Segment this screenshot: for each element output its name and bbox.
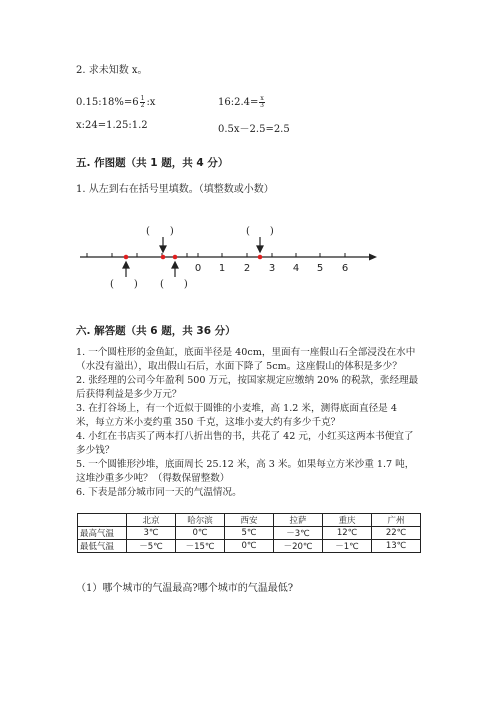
arrow-down-icon — [160, 246, 166, 252]
section-6-line: 米，每立方米小麦约重 350 千克，这堆小麦大约有多少千克？ — [76, 417, 341, 428]
equation-3: x:24=1.25:1.2 — [76, 120, 148, 131]
answer-blank-top-2[interactable]: ( ) — [246, 226, 274, 237]
section-6-line: 2. 张经理的公司今年盈利 500 万元，按国家规定应缴纳 20% 的税款，张经理最 — [76, 375, 419, 386]
table-cell: 13℃ — [372, 540, 421, 553]
arrow-up-icon — [172, 262, 178, 268]
equation-1-left: 0.15:18%=6 — [76, 97, 139, 108]
table-header-cell: 西安 — [225, 514, 274, 527]
table-header-cell: 重庆 — [323, 514, 372, 527]
table-cell: －3℃ — [274, 527, 323, 540]
section-6-line: 6. 下表是部分城市同一天的气温情况。 — [76, 487, 242, 498]
equation-4: 0.5x－2.5=2.5 — [218, 124, 290, 135]
table-header-cell: 拉萨 — [274, 514, 323, 527]
table-cell: －15℃ — [176, 540, 225, 553]
equation-2-left: 16:2.4= — [218, 97, 259, 108]
tick-label: 1 — [218, 263, 226, 274]
table-header-cell: 哈尔滨 — [176, 514, 225, 527]
table-cell: 12℃ — [323, 527, 372, 540]
table-cell: 22℃ — [372, 527, 421, 540]
table-header-cell: 北京 — [127, 514, 176, 527]
section-6-line: 5. 一个圆锥形沙堆，底面周长 25.12 米，高 3 米。如果每立方米沙重 1.7 吨， — [76, 459, 415, 470]
table-row-label: 最高气温 — [78, 527, 127, 540]
tick-label: 0 — [194, 263, 202, 274]
point-marker — [258, 255, 263, 260]
arrow-up-icon — [123, 262, 129, 268]
fraction-numerator: x — [260, 95, 264, 102]
section-6-line: 多少钱？ — [76, 445, 115, 456]
tick-label: 2 — [243, 263, 251, 274]
section-6-line: 1. 一个圆柱形的金鱼缸，底面半径是 40cm，里面有一座假山石全部浸没在水中 — [76, 347, 416, 358]
table-cell: 0℃ — [225, 540, 274, 553]
fraction-denominator: 3 — [260, 102, 264, 109]
fraction-numerator: 1 — [140, 95, 145, 102]
arrowhead-icon — [369, 254, 377, 261]
section-6-line: 后获得利益是多少万元？ — [76, 389, 182, 400]
table-row — [78, 540, 421, 553]
table-row-label: 最低气温 — [78, 540, 127, 553]
fraction-denominator: 2 — [140, 102, 145, 109]
point-marker — [161, 255, 166, 260]
table-cell: －5℃ — [127, 540, 176, 553]
tick-label: 3 — [268, 263, 276, 274]
question-2-title: 2. 求未知数 x。 — [76, 65, 148, 76]
section-6-line: （水没有溢出），取出假山石后，水面下降了 5cm。这座假山的体积是多少？ — [76, 361, 402, 372]
table-cell: 0℃ — [176, 527, 225, 540]
table-corner-cell — [78, 514, 127, 527]
arrow-down-icon — [257, 246, 263, 252]
section-6-line: 3. 在打谷场上，有一个近似于圆锥的小麦堆，高 1.2 米，测得底面直径是 4 — [76, 403, 397, 414]
section-6-heading: 六. 解答题（共 6 题，共 36 分） — [76, 325, 236, 337]
table-cell: －20℃ — [274, 540, 323, 553]
table-cell: －1℃ — [323, 540, 372, 553]
equation-1-right: :x — [146, 97, 156, 108]
tick-label: 5 — [316, 263, 324, 274]
section-5-question-1: 1. 从左到右在括号里填数。（填整数或小数） — [76, 184, 274, 195]
section-5-heading: 五. 作图题（共 1 题，共 4 分） — [76, 157, 229, 169]
table-header-row — [78, 514, 421, 527]
sub-question-1: （1）哪个城市的气温最高?哪个城市的气温最低? — [76, 583, 294, 594]
section-6-line: 这堆沙重多少吨？（得数保留整数） — [76, 473, 230, 484]
answer-blank-bottom-1[interactable]: ( ) — [110, 279, 138, 290]
section-6-line: 4. 小红在书店买了两本打八折出售的书，共花了 42 元，小红买这两本书便宜了 — [76, 431, 414, 442]
table-header-cell: 广州 — [372, 514, 421, 527]
tick-label: 4 — [292, 263, 300, 274]
temperature-table — [77, 513, 421, 553]
table-cell: 5℃ — [225, 527, 274, 540]
point-marker — [173, 255, 178, 260]
answer-blank-bottom-2[interactable]: ( ) — [160, 279, 188, 290]
tick-label: 6 — [341, 263, 349, 274]
table-cell: 3℃ — [127, 527, 176, 540]
point-marker — [124, 255, 129, 260]
answer-blank-top-1[interactable]: ( ) — [146, 226, 174, 237]
table-row — [78, 527, 421, 540]
